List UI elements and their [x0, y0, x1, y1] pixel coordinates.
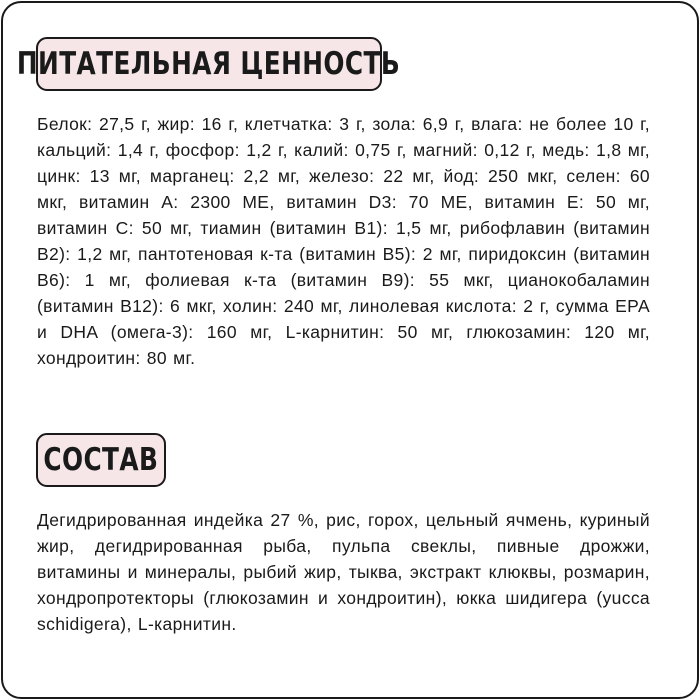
- composition-text: Дегидрированная индейка 27 %, рис, горох, цельный ячмень, куриный жир, дегидрированная рыба, пульпа свеклы, пивные дрожжи, витамины и минералы, рыбий жир, тыква, экстракт клюквы, розмарин, хондропротекторы (глюкозамин и хондроитин), юкка шидигера (yucca schidigera), L-карнитин.: [37, 510, 650, 634]
- nutrition-heading-label: ПИТАТЕЛЬНАЯ ЦЕННОСТЬ: [17, 45, 401, 82]
- nutrition-text: Белок: 27,5 г, жир: 16 г, клетчатка: 3 г, зола: 6,9 г, влага: не более 10 г, кальций: 1,4 г, фосфор: 1,2 г, калий: 0,75 г, магний: 0,12 г, медь: 1,8 мг, цинк: 13 мг, марганец: 2,2 мг, железо: 22 мг, йод: 250 мкг, селен: 60 мкг, витамин А: 2300 МЕ, витамин D3: 70 МЕ, витамин Е: 50 мг, витамин С: 50 мг, тиамин (витамин В1): 1,5 мг, рибофлавин (витамин В2): 1,2 мг, пантотеновая к-та (витамин В5): 2 мг, пиридоксин (витамин В6): 1 мг, фолиевая к-та (витамин В9): 55 мкг, цианокобаламин (витамин В12): 6 мкг, холин: 240 мг, линолевая кислота: 2 г, сумма ЕРА и DHA (омега-3): 160 мг, L-карнитин: 50 мг, глюкозамин: 120 мг, хондроитин: 80 мг.: [37, 114, 650, 368]
- nutrition-heading: [17, 37, 401, 91]
- composition-heading-label: СОСТАВ: [43, 441, 159, 478]
- composition-heading: [36, 433, 166, 487]
